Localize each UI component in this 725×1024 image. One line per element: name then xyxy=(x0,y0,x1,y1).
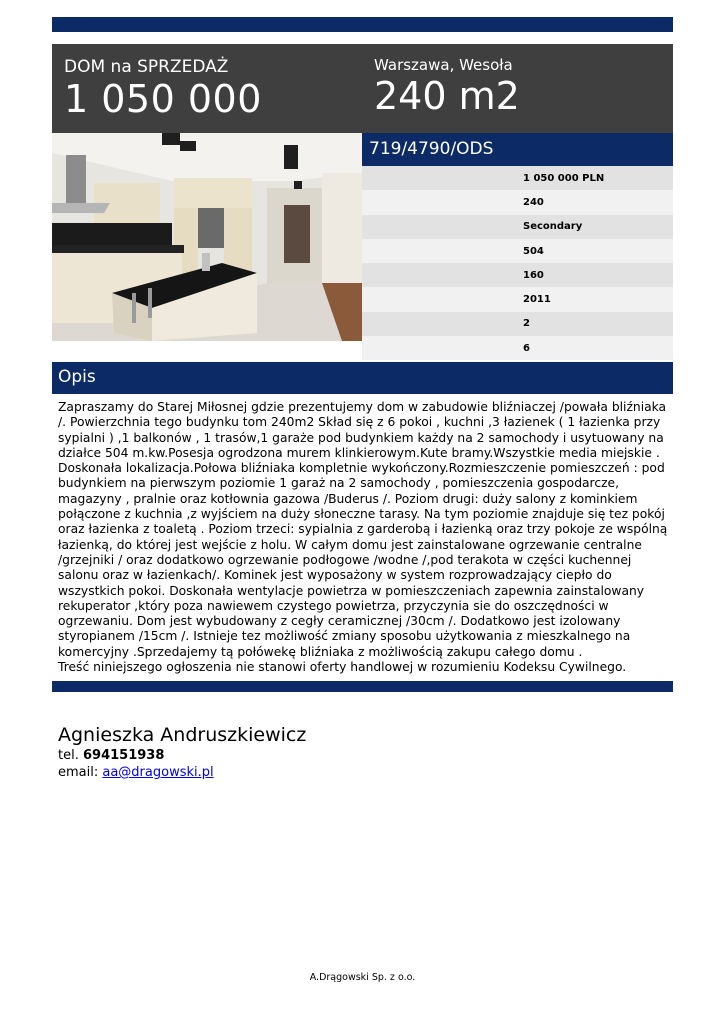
phone-label: tel. xyxy=(58,748,79,763)
bottom-accent-bar xyxy=(52,681,673,692)
table-row xyxy=(362,215,673,239)
agent-contact xyxy=(58,723,306,781)
param-value: 2 xyxy=(523,318,530,330)
agent-name: Agnieszka Andruszkiewicz xyxy=(58,724,307,746)
table-row xyxy=(362,239,673,263)
email-line xyxy=(58,764,306,781)
description-text xyxy=(58,400,670,675)
email-link[interactable]: aa@dragowski.pl xyxy=(102,765,214,780)
description-paragraph: Zapraszamy do Starej Miłosnej gdzie prezentujemy dom w zabudowie bliźniaczej /powała bliźniaka /. Powierzchnia tego budynku tom 240m2 Skład się z 6 pokoi , kuchni ,3 łazienek ( 1 łazienka przy sypialni ) ,1 balkonów , 1 trasów,1 garaże pod budynkiem każdy na 2 samochody i usytuowany na działce 504 m.kw.Posesja ogrodzona murem klinkierowym.Kute bramy.Wszystkie media miejskie . Doskonała lokalizacja.Połowa bliźniaka kompletnie wykończony.Rozmieszczenie pomieszczeń : pod budynkiem na pierwszym poziomie 1 garaż na 2 samochody , pomieszczenia gospodarcze, magazyny , pralnie oraz kotłownia gazowa /Buderus /. Poziom drugi: duży salony z kominkiem połączone z kuchnia ,z wyjściem na duży słoneczne tarasy. Na tym poziomie znajduje się tez pokój oraz łazienka z toaletą . Poziom trzeci: sypialnia z garderobą i łazienką oraz trzy pokoje ze wspólną łazienką, do której jest wejście z holu. W całym domu jest zainstalowane ogrzewanie centralne /grzejniki / oraz dodatkowo ogrzewanie podłogowe /wodne /,pod terakota w części kuchennej salonu oraz w łazienkach/. Kominek jest wyposażony w system rozprowadzający ciepło do wszystkich pokoi. Doskonała wentylacje powietrza w pomieszczeniach zapewnia zainstalowany rekuperator ,który poza nawiewem czystego powietrza, przyczynia sie do oszczędności w ogrzewaniu. Dom jest wybudowany z cegły ceramicznej /30cm /. Dodatkowo jest izolowany styropianem /15cm /. Istnieje tez możliwość zmiany sposobu użytkowania z mieszkalnego na komercyjny .Sprzedajemy tą połówekę bliźniaka z możliwością zakupu całego domu . xyxy=(58,400,668,659)
table-row xyxy=(362,190,673,214)
email-label: email: xyxy=(58,765,99,780)
param-value: 160 xyxy=(523,269,544,281)
property-type: DOM na SPRZEDAŻ xyxy=(64,57,229,77)
property-area: 240 m2 xyxy=(374,74,520,118)
param-value: 6 xyxy=(523,342,530,354)
table-row xyxy=(362,166,673,190)
offer-params-table xyxy=(362,166,673,360)
property-photo xyxy=(52,133,362,341)
table-row xyxy=(362,336,673,360)
listing-header xyxy=(52,44,673,133)
phone-number: 694151938 xyxy=(82,748,165,763)
param-value: 240 xyxy=(523,196,544,208)
property-location: Warszawa, Wesoła xyxy=(374,56,513,74)
param-value: 1 050 000 PLN xyxy=(523,172,605,184)
param-value: 2011 xyxy=(523,294,551,306)
description-disclaimer: Treść niniejszego ogłoszenia nie stanowi oferty handlowej w rozumieniu Kodeksu Cywilnego. xyxy=(58,660,627,675)
property-price: 1 050 000 xyxy=(64,77,262,121)
table-row xyxy=(362,287,673,311)
table-row xyxy=(362,312,673,336)
offer-reference: 719/4790/ODS xyxy=(362,133,673,166)
top-accent-bar xyxy=(52,17,673,32)
phone-line xyxy=(58,747,306,764)
param-value: Secondary xyxy=(523,221,583,233)
param-value: 504 xyxy=(523,245,544,257)
footer-company: A.Drągowski Sp. z o.o. xyxy=(309,972,416,983)
table-row xyxy=(362,263,673,287)
description-heading: Opis xyxy=(52,362,673,394)
